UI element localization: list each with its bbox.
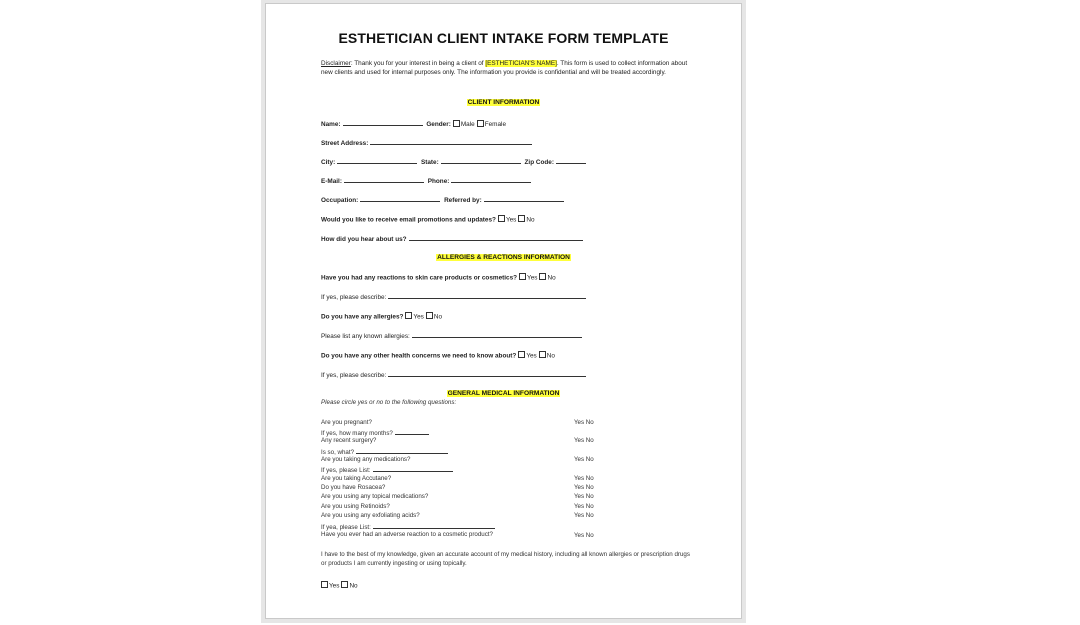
q-retinoids: Are you using Retinoids? bbox=[321, 503, 390, 510]
q-exfoliating: Are you using any exfoliating acids? bbox=[321, 512, 420, 519]
disclaimer: Disclaimer: Thank you for your interest in being a client of [ESTHETICIAN'S NAME]. This form is used to collect information about new clients and used for internal purposes only. The information you provide is confidential and will be treated accordingly. bbox=[321, 60, 688, 77]
section-medical: GENERAL MEDICAL INFORMATION bbox=[447, 390, 560, 397]
promo-no-checkbox[interactable] bbox=[518, 215, 525, 222]
phone-field[interactable] bbox=[451, 176, 531, 183]
q-adverse: Have you ever had an adverse reaction to a cosmetic product? bbox=[321, 531, 493, 538]
q-accutane: Are you taking Accutane? bbox=[321, 475, 392, 482]
q-topical: Are you using any topical medications? bbox=[321, 493, 429, 500]
yn-retinoids[interactable]: Yes No bbox=[574, 503, 594, 510]
form-title: ESTHETICIAN CLIENT INTAKE FORM TEMPLATE bbox=[338, 30, 669, 46]
q-rosacea: Do you have Rosacea? bbox=[321, 484, 386, 491]
yn-exfoliating[interactable]: Yes No bbox=[574, 512, 594, 519]
reactions-row: Have you had any reactions to skin care products or cosmetics? Yes No bbox=[321, 274, 556, 282]
email-row: E-Mail: Phone: bbox=[321, 176, 533, 185]
hear-field[interactable] bbox=[409, 234, 583, 241]
health-no-checkbox[interactable] bbox=[539, 351, 546, 358]
q-list2: If yea, please List: bbox=[321, 522, 497, 531]
statement-confirm-row: Yes No bbox=[321, 581, 358, 590]
health-describe-field[interactable] bbox=[388, 370, 586, 377]
disclaimer-label: Disclaimer bbox=[321, 60, 351, 67]
health-describe-row: If yes, please describe: bbox=[321, 370, 588, 379]
email-field[interactable] bbox=[344, 176, 424, 183]
health-row: Do you have any other health concerns we need to know about? Yes No bbox=[321, 352, 555, 360]
referred-field[interactable] bbox=[484, 195, 564, 202]
reactions-describe-field[interactable] bbox=[388, 292, 586, 299]
allergies-list-row: Please list any known allergies: bbox=[321, 331, 584, 340]
yn-adverse[interactable]: Yes No bbox=[574, 532, 594, 539]
zip-field[interactable] bbox=[556, 157, 586, 164]
q-pregnant: Are you pregnant? bbox=[321, 419, 372, 426]
q-months: If yes, how many months? bbox=[321, 428, 431, 437]
city-field[interactable] bbox=[337, 157, 417, 164]
allergies-yes-checkbox[interactable] bbox=[405, 312, 412, 319]
section-client-information: CLIENT INFORMATION bbox=[467, 99, 540, 106]
yn-surgery[interactable]: Yes No bbox=[574, 437, 594, 444]
esthetician-name-placeholder: [ESTHETICIAN'S NAME] bbox=[485, 60, 557, 67]
q-what: Is so, what? bbox=[321, 447, 450, 456]
section-allergies: ALLERGIES & REACTIONS INFORMATION bbox=[437, 254, 570, 261]
allergies-row: Do you have any allergies? Yes No bbox=[321, 313, 443, 321]
medical-statement: I have to the best of my knowledge, given an accurate account of my medical history, including all known allergies or prescription drugs or products I am currently ingesting or using topically. bbox=[321, 551, 690, 568]
allergies-no-checkbox[interactable] bbox=[426, 312, 433, 319]
city-row: City: State: Zip Code: bbox=[321, 157, 588, 166]
promo-yes-checkbox[interactable] bbox=[498, 215, 505, 222]
occupation-field[interactable] bbox=[360, 195, 440, 202]
statement-no-checkbox[interactable] bbox=[341, 581, 348, 588]
reactions-no-checkbox[interactable] bbox=[539, 273, 546, 280]
yn-medications[interactable]: Yes No bbox=[574, 456, 594, 463]
reactions-describe-row: If yes, please describe: bbox=[321, 292, 588, 301]
occupation-row: Occupation: Referred by: bbox=[321, 195, 566, 204]
q-surgery: Any recent surgery? bbox=[321, 437, 377, 444]
statement-yes-checkbox[interactable] bbox=[321, 581, 328, 588]
reactions-yes-checkbox[interactable] bbox=[519, 273, 526, 280]
yn-pregnant[interactable]: Yes No bbox=[574, 419, 594, 426]
health-yes-checkbox[interactable] bbox=[518, 351, 525, 358]
name-row: Name: Gender: Male Female bbox=[321, 121, 507, 128]
q-medications: Are you taking any medications? bbox=[321, 456, 411, 463]
medical-instructions: Please circle yes or no to the following questions: bbox=[321, 399, 457, 406]
female-checkbox[interactable] bbox=[477, 120, 484, 127]
form-page bbox=[265, 3, 742, 619]
state-field[interactable] bbox=[441, 157, 521, 164]
allergies-list-field[interactable] bbox=[412, 331, 582, 338]
yn-accutane[interactable]: Yes No bbox=[574, 475, 594, 482]
hear-row: How did you hear about us? bbox=[321, 234, 585, 243]
yn-topical[interactable]: Yes No bbox=[574, 493, 594, 500]
street-row: Street Address: bbox=[321, 138, 534, 147]
yn-rosacea[interactable]: Yes No bbox=[574, 484, 594, 491]
promo-row: Would you like to receive email promotions and updates? Yes No bbox=[321, 216, 535, 224]
male-checkbox[interactable] bbox=[453, 120, 460, 127]
name-field[interactable] bbox=[343, 119, 423, 126]
q-list1: If yes, please List: bbox=[321, 465, 455, 474]
street-field[interactable] bbox=[370, 138, 532, 145]
